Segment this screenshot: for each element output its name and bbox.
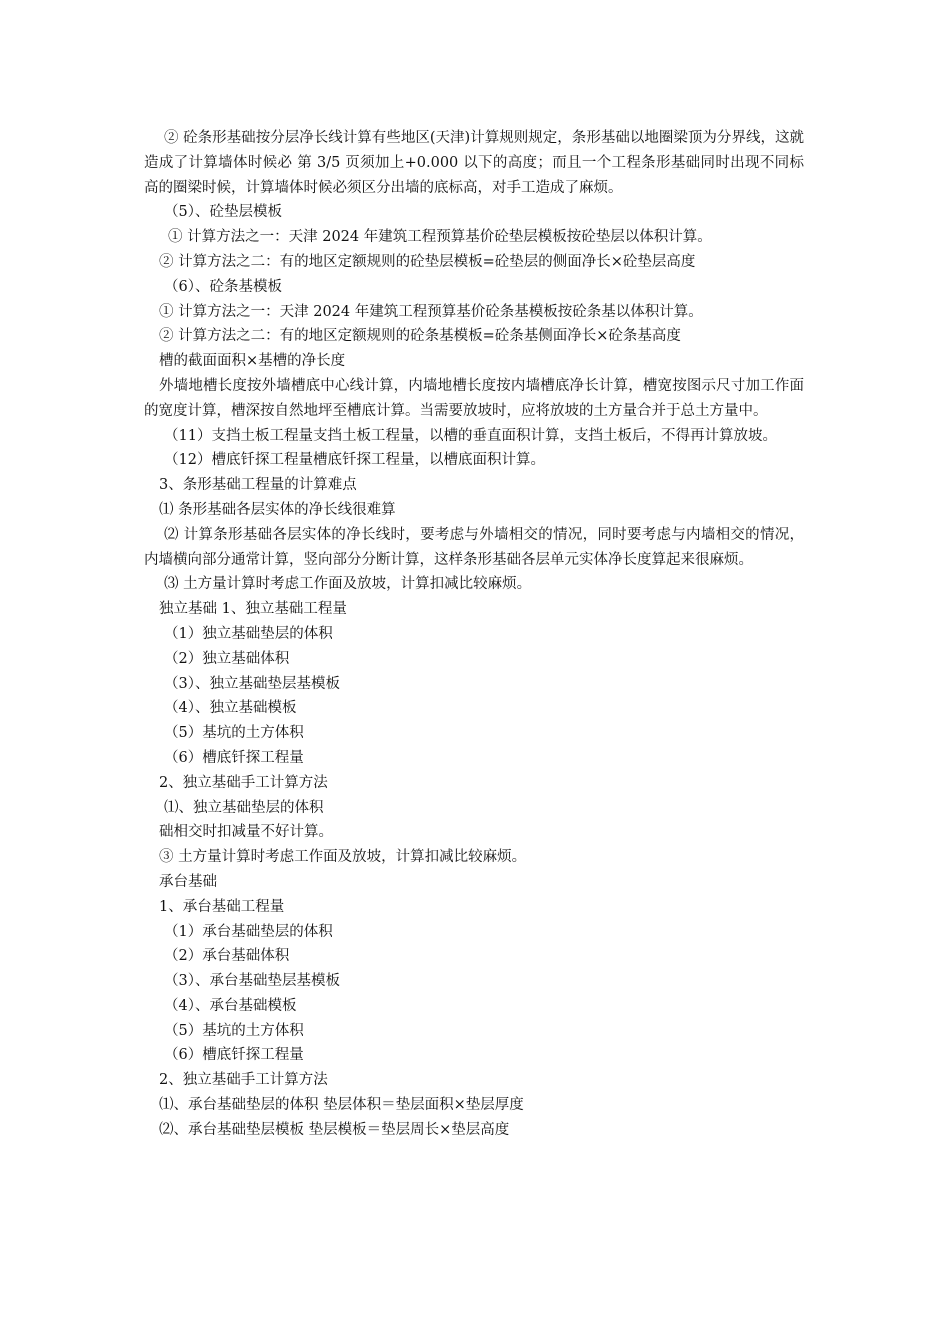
paragraph: （11）支挡土板工程量支挡土板工程量，以槽的垂直面积计算，支挡土板后，不得再计算放坡。 xyxy=(164,427,777,444)
section-heading: 承台基础 xyxy=(159,873,217,890)
list-item: （5）基坑的土方体积 xyxy=(164,1022,304,1039)
list-item: ⑴、独立基础垫层的体积 xyxy=(164,799,324,816)
paragraph: 础相交时扣减量不好计算。 xyxy=(159,824,333,841)
list-item: （1）独立基础垫层的体积 xyxy=(164,625,333,642)
paragraph: ③ 土方量计算时考虑工作面及放坡，计算扣减比较麻烦。 xyxy=(159,849,527,866)
paragraph: ① 计算方法之一：天津 2024 年建筑工程预算基价砼条基模板按砼条基以体积计算。 xyxy=(159,303,703,320)
section-heading: 3、条形基础工程量的计算难点 xyxy=(159,477,357,494)
section-heading: 2、独立基础手工计算方法 xyxy=(159,1072,328,1089)
paragraph: （6）、砼条基模板 xyxy=(164,278,282,295)
list-item: （3）、承台基础垫层基模板 xyxy=(164,973,340,990)
section-heading: 1、承台基础工程量 xyxy=(159,898,285,915)
paragraph: ① 计算方法之一：天津 2024 年建筑工程预算基价砼垫层模板按砼垫层以体积计算。 xyxy=(168,229,712,246)
paragraph: ⑴ 条形基础各层实体的净长线很难算 xyxy=(159,501,396,518)
list-item: （1）承台基础垫层的体积 xyxy=(164,923,333,940)
list-item: （6）槽底钎探工程量 xyxy=(164,1047,304,1064)
list-item: （5）基坑的土方体积 xyxy=(164,725,304,742)
paragraph: ② 计算方法之二：有的地区定额规则的砼条基模板=砼条基侧面净长×砼条基高度 xyxy=(159,328,681,345)
section-heading: 独立基础 1、独立基础工程量 xyxy=(159,601,347,618)
list-item: （2）承台基础体积 xyxy=(164,948,290,965)
document-page xyxy=(144,126,804,1143)
list-item: （6）槽底钎探工程量 xyxy=(164,749,304,766)
paragraph: ⑶ 土方量计算时考虑工作面及放坡，计算扣减比较麻烦。 xyxy=(164,576,532,593)
list-item: ⑴、承台基础垫层的体积 垫层体积＝垫层面积×垫层厚度 xyxy=(159,1097,524,1114)
list-item: （2）独立基础体积 xyxy=(164,650,290,667)
list-item: （3）、独立基础垫层基模板 xyxy=(164,675,340,692)
list-item: （4）、独立基础模板 xyxy=(164,700,297,717)
paragraph: ② 计算方法之二：有的地区定额规则的砼垫层模板=砼垫层的侧面净长×砼垫层高度 xyxy=(159,253,696,270)
list-item: ⑵、承台基础垫层模板 垫层模板＝垫层周长×垫层高度 xyxy=(159,1121,510,1138)
paragraph: （12）槽底钎探工程量槽底钎探工程量，以槽底面积计算。 xyxy=(164,452,545,469)
paragraph: ② 砼条形基础按分层净长线计算有些地区(天津)计算规则规定，条形基础以地圈梁顶为分界线，这就造成了计算墙体时候必 第 3/5 页须加上+0.000 以下的高度；而且一个工程条形基础同时出现不同标高的圈梁时候，计算墙体时候必须区分出墙的底标高，对手工造成了麻烦。 xyxy=(144,130,804,196)
list-item: （4）、承台基础模板 xyxy=(164,997,297,1014)
paragraph: （5）、砼垫层模板 xyxy=(164,204,282,221)
paragraph: 槽的截面面积×基槽的净长度 xyxy=(159,353,346,370)
paragraph: ⑵ 计算条形基础各层实体的净长线时，要考虑与外墙相交的情况，同时要考虑与内墙相交的情况，内墙横向部分通常计算，竖向部分分断计算，这样条形基础各层单元实体净长度算起来很麻烦。 xyxy=(144,526,804,568)
section-heading: 2、独立基础手工计算方法 xyxy=(159,774,328,791)
paragraph: 外墙地槽长度按外墙槽底中心线计算，内墙地槽长度按内墙槽底净长计算，槽宽按图示尺寸加工作面的宽度计算，槽深按自然地坪至槽底计算。当需要放坡时，应将放坡的土方量合并于总土方量中。 xyxy=(144,377,804,419)
